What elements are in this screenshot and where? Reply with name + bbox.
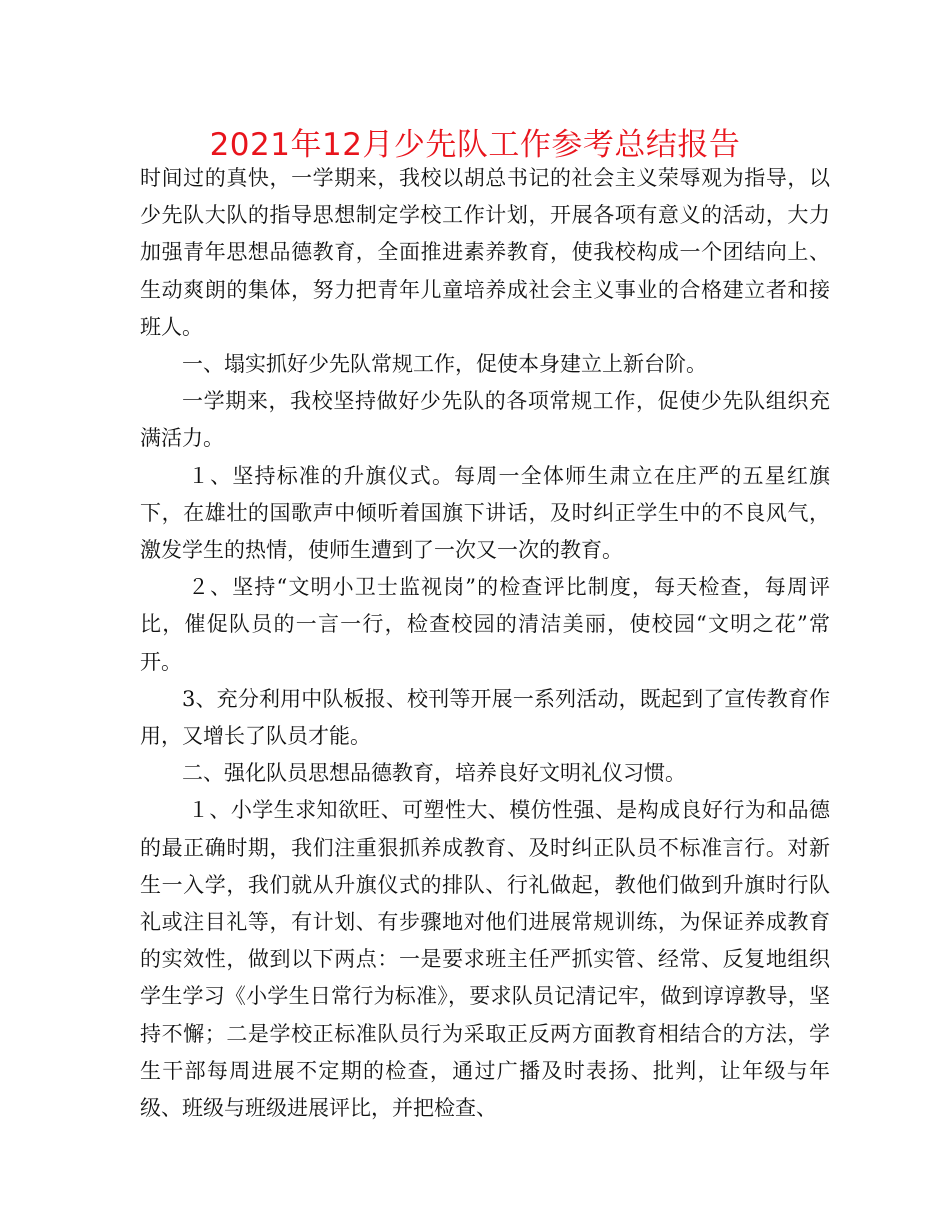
paragraph-item-2-1: １、小学生求知欲旺、可塑性大、模仿性强、是构成良好行为和品德的最正确时期，我们注重狠抓养成教育、及时纠正队员不标准言行。对新生一入学，我们就从升旗仪式的排队、行礼做起，教他们做到升旗时行队礼或注目礼等，有计划、有步骤地对他们进展常规训练，为保证养成教育的实效性，做到以下两点：一是要求班主任严抓实管、经常、反复地组织学生学习《小学生日常行为标准》，要求队员记清记牢，做到谆谆教导，坚持不懈；二是学校正标准队员行为采取正反两方面教育相结合的方法，学生干部每周进展不定期的检查，通过广播及时表扬、批判，让年级与年级、班级与班级进展评比，并把检查、 [140, 798, 830, 1121]
paragraph-item-1-2: ２、坚持“文明小卫士监视岗”的检查评比制度，每天检查，每周评比，催促队员的一言一行，检查校园的清洁美丽，使校园“文明之花”常开。 [140, 575, 830, 674]
section-heading-2: 二、强化队员思想品德教育，培养良好文明礼仪习惯。 [182, 761, 686, 786]
paragraph-section-1: 一学期来，我校坚持做好少先队的各项常规工作，促使少先队组织充满活力。 [140, 389, 830, 451]
paragraph-item-1-1: １、坚持标准的升旗仪式。每周一全体师生肃立在庄严的五星红旗下，在雄壮的国歌声中倾听着国旗下讲话，及时纠正学生中的不良风气，激发学生的热情，使师生遭到了一次又一次的教育。 [140, 463, 830, 563]
document-body [140, 160, 830, 1127]
paragraph-item-1-3: 3、充分利用中队板报、校刊等开展一系列活动，既起到了宣传教育作用，又增长了队员才能。 [140, 686, 830, 749]
section-heading-1: 一、塌实抓好少先队常规工作，促使本身建立上新台阶。 [182, 352, 707, 377]
paragraph-intro: 时间过的真快，一学期来，我校以胡总书记的社会主义荣辱观为指导，以少先队大队的指导思想制定学校工作计划，开展各项有意义的活动，大力加强青年思想品德教育，全面推进素养教育，使我校构成一个团结向上、生动爽朗的集体，努力把青年儿童培养成社会主义事业的合格建立者和接班人。 [140, 166, 830, 339]
document-title: 2021年12月少先队工作参考总结报告 [209, 127, 741, 163]
